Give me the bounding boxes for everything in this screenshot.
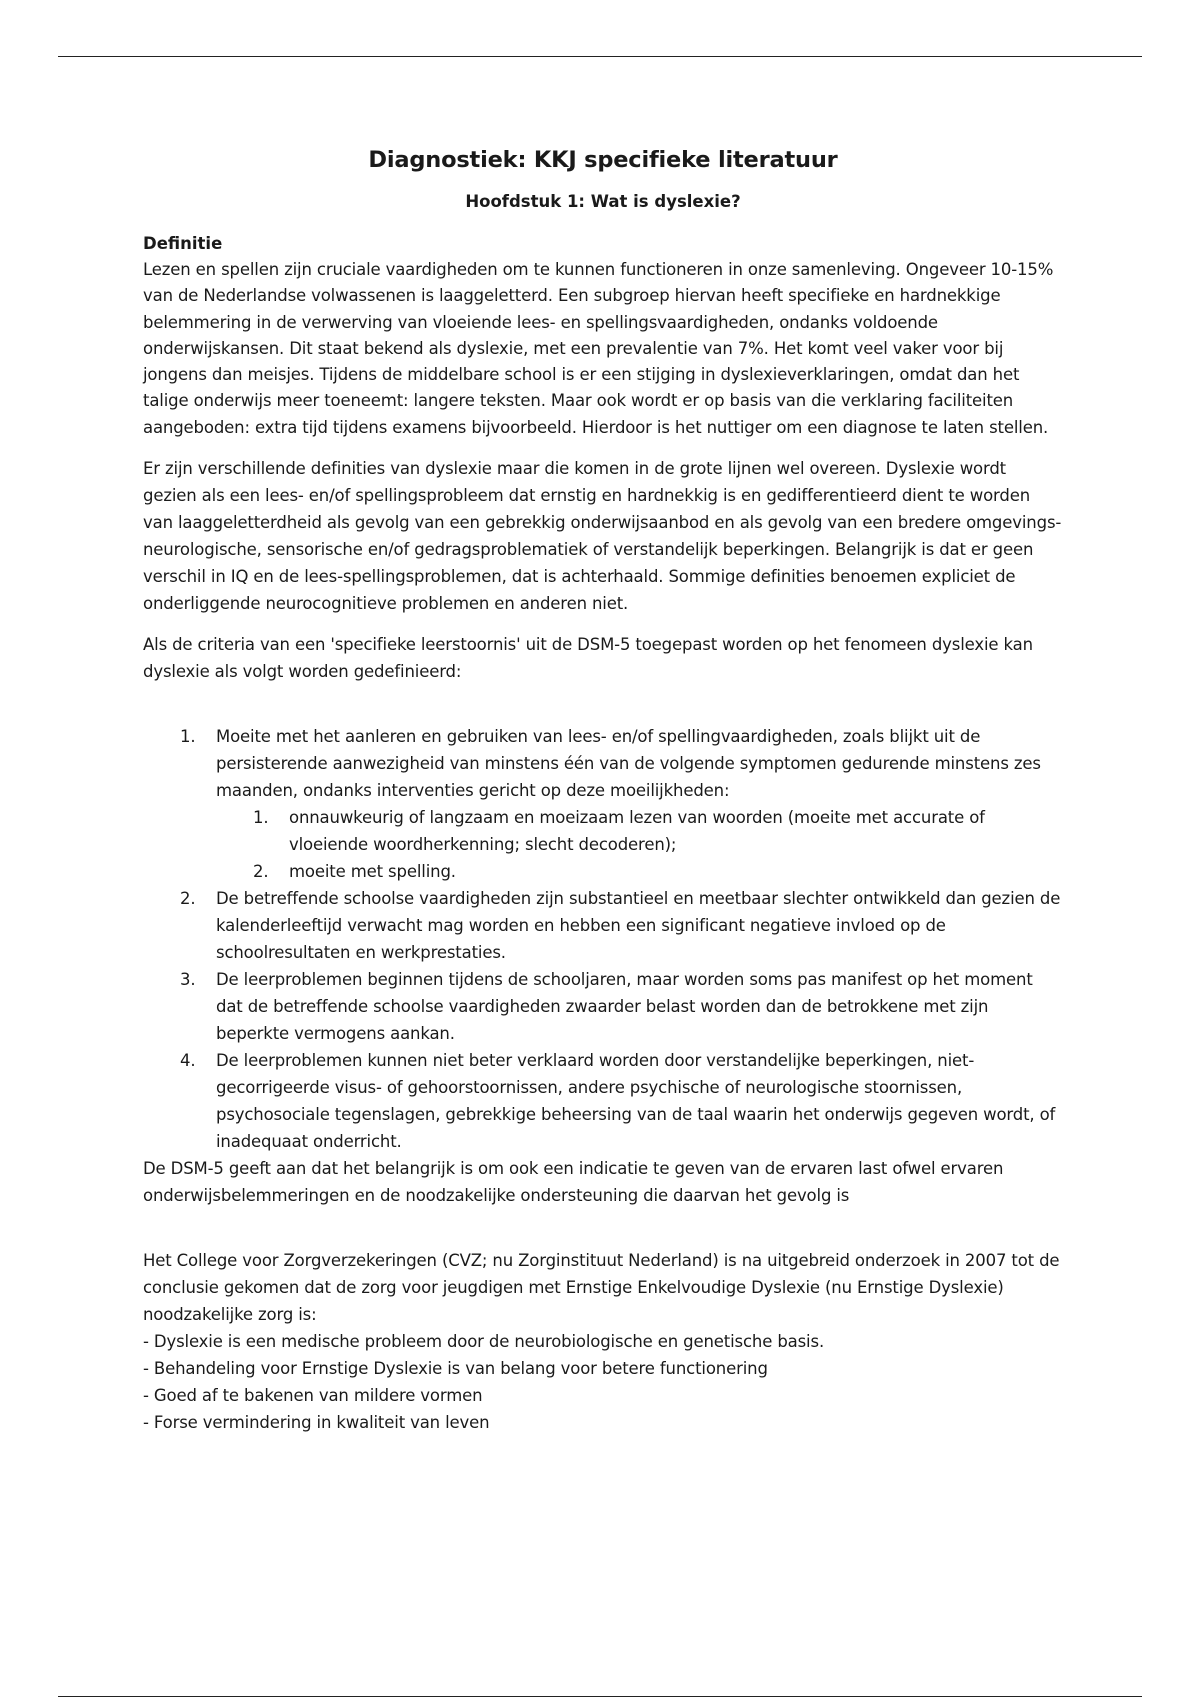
document-title: Diagnostiek: KKJ specifieke literatuur [368,147,838,173]
list-number: 1. [253,808,269,828]
list-number: 2. [253,862,269,882]
list-item [143,1047,1063,1155]
list-item-text: onnauwkeurig of langzaam en moeizaam lezen van woorden (moeite met accurate of vloeiende woordherkenning; slecht decoderen); [289,808,985,855]
list-number: 1. [180,727,196,747]
list-item [143,885,1063,966]
section-heading: Definitie [143,234,223,253]
list-number: 2. [180,889,196,909]
criteria-list [143,723,1063,1155]
paragraph-dsm5-note: De DSM-5 geeft aan dat het belangrijk is om ook een indicatie te geven van de ervaren last ofwel ervaren onderwijsbelemmeringen en de noodzakelijke ondersteuning die daarvan het gevolg is [143,1159,1004,1206]
list-item [216,804,1063,858]
list-item: - Goed af te bakenen van mildere vormen [143,1386,483,1406]
list-item-text: Moeite met het aanleren en gebruiken van lees- en/of spellingvaardigheden, zoals blijkt uit de persisterende aanwezigheid van minstens één van de volgende symptomen gedurende minstens zes maanden, ondanks interventies gericht op deze moeilijkheden: [216,727,1041,801]
sub-criteria-list [216,804,1063,885]
header-rule [58,56,1142,57]
list-item: - Forse vermindering in kwaliteit van leven [143,1413,490,1433]
list-item-text: De leerproblemen kunnen niet beter verklaard worden door verstandelijke beperkingen, niet-gecorrigeerde visus- of gehoorstoornissen, andere psychische of neurologische stoornissen, psychosociale tegenslagen, gebrekkige beheersing van de taal waarin het onderwijs gegeven wordt, of inadequaat onderricht. [216,1051,1056,1152]
paragraph-intro: Lezen en spellen zijn cruciale vaardigheden om te kunnen functioneren in onze samenleving. Ongeveer 10-15% van de Nederlandse volwassenen is laaggeletterd. Een subgroep hiervan heeft specifieke en hardnekkige belemmering in de verwerving van vloeiende lees- en spellingsvaardigheden, ondanks voldoende onderwijskansen. Dit staat bekend als dyslexie, met een prevalentie van 7%. Het komt veel vaker voor bij jongens dan meisjes. Tijdens de middelbare school is er een stijging in dyslexieverklaringen, omdat dan het talige onderwijs meer toeneemt: langere teksten. Maar ook wordt er op basis van die verklaring faciliteiten aangeboden: extra tijd tijdens examens bijvoorbeeld. Hierdoor is het nuttiger om een diagnose te laten stellen. [143,260,1054,437]
list-number: 3. [180,970,196,990]
paragraph-dsm5-intro: Als de criteria van een 'specifieke leerstoornis' uit de DSM-5 toegepast worden op het fenomeen dyslexie kan dyslexie als volgt worden gedefinieerd: [143,635,1033,682]
list-item [216,858,1063,885]
cvz-bullet-list [143,1328,1063,1436]
paragraph-definitions: Er zijn verschillende definities van dyslexie maar die komen in de grote lijnen wel overeen. Dyslexie wordt gezien als een lees- en/of spellingsprobleem dat ernstig en hardnekkig is en gedifferentieerd dient te worden van laaggeletterdheid als gevolg van een gebrekkig onderwijsaanbod en als gevolg van een bredere omgevings- neurologische, sensorische en/of gedragsproblematiek of verstandelijk beperkingen. Belangrijk is dat er geen verschil in IQ en de lees-spellingsproblemen, dat is achterhaald. Sommige definities benoemen expliciet de onderliggende neurocognitieve problemen en anderen niet. [143,459,1062,614]
list-item: - Behandeling voor Ernstige Dyslexie is van belang voor betere functionering [143,1359,768,1379]
list-item [143,966,1063,1047]
document-body [143,143,1063,1436]
list-item: - Dyslexie is een medische probleem door de neurobiologische en genetische basis. [143,1332,825,1352]
chapter-heading: Hoofdstuk 1: Wat is dyslexie? [465,192,741,211]
list-item-text: De leerproblemen beginnen tijdens de schooljaren, maar worden soms pas manifest op het moment dat de betreffende schoolse vaardigheden zwaarder belast worden dan de betrokkene met zijn beperkte vermogens aankan. [216,970,1033,1044]
footer-rule [58,1696,1142,1697]
list-item-text: moeite met spelling. [289,862,456,882]
list-item-text: De betreffende schoolse vaardigheden zijn substantieel en meetbaar slechter ontwikkeld dan gezien de kalenderleeftijd verwacht mag worden en hebben een significant negatieve invloed op de schoolresultaten en werkprestaties. [216,889,1061,963]
list-item [143,723,1063,885]
paragraph-cvz: Het College voor Zorgverzekeringen (CVZ; nu Zorginstituut Nederland) is na uitgebreid onderzoek in 2007 tot de conclusie gekomen dat de zorg voor jeugdigen met Ernstige Enkelvoudige Dyslexie (nu Ernstige Dyslexie) noodzakelijke zorg is: [143,1251,1060,1325]
list-number: 4. [180,1051,196,1071]
